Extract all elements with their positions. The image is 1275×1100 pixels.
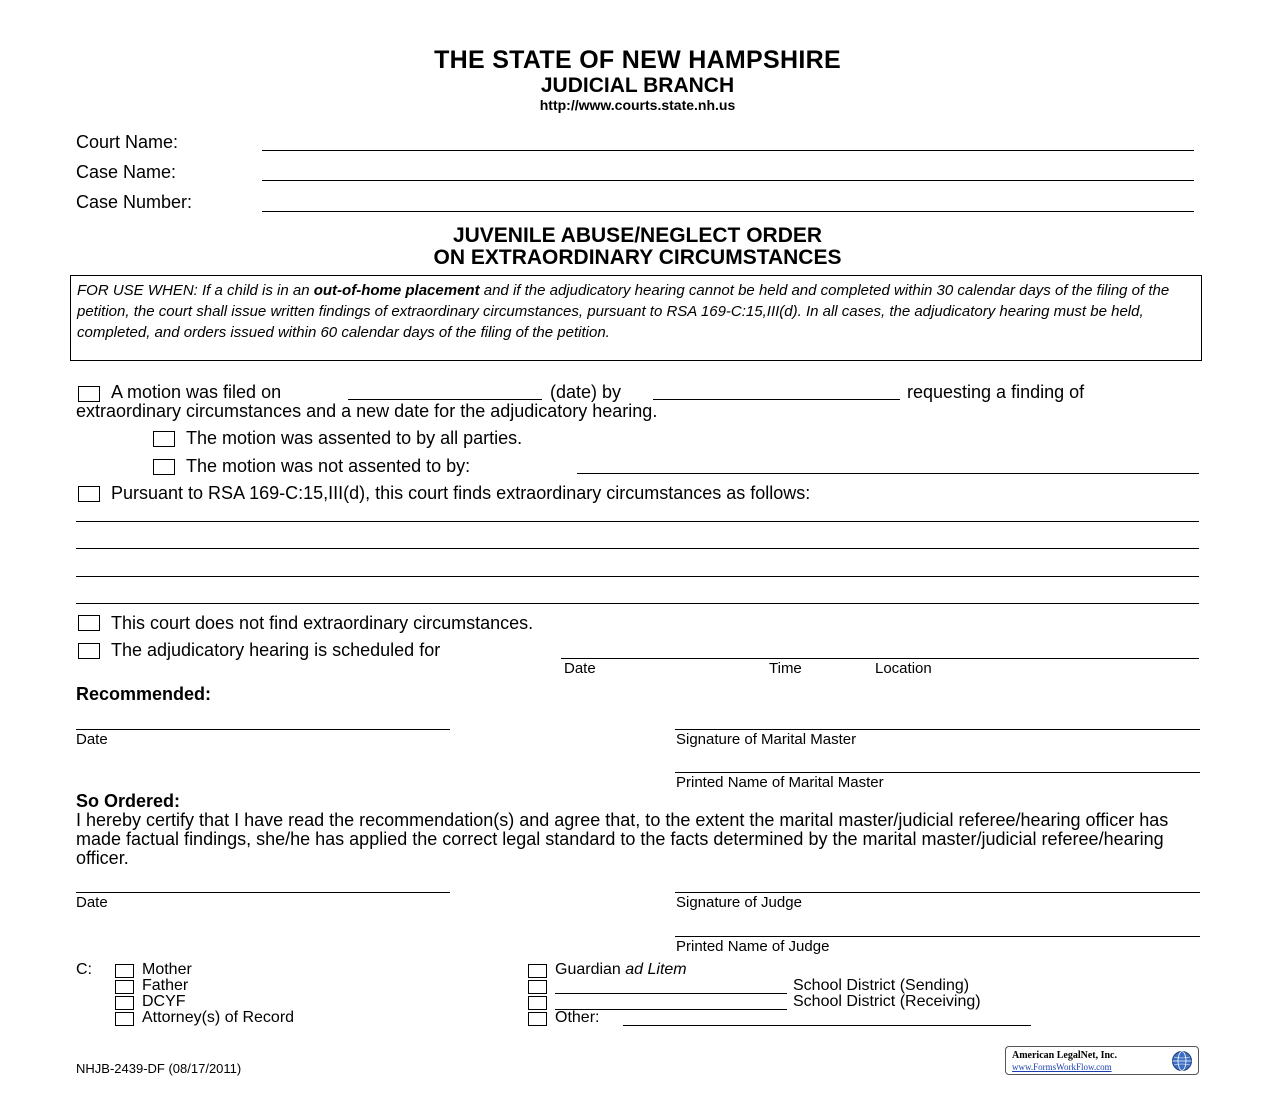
form-number: NHJB-2439-DF (08/17/2011) <box>76 1061 242 1076</box>
judge-printed-name-label: Printed Name of Judge <box>676 938 830 955</box>
copy-school-sending-checkbox[interactable] <box>528 980 547 994</box>
assented-text: The motion was assented to by all parties. <box>186 428 523 448</box>
motion-date-field[interactable] <box>348 399 542 400</box>
copy-attorney-label: Attorney(s) of Record <box>142 1009 295 1026</box>
guardian-prefix: Guardian <box>555 961 626 978</box>
judge-date-label: Date <box>76 894 108 911</box>
hearing-date-label: Date <box>564 660 596 677</box>
form-title-line1: JUVENILE ABUSE/NEGLECT ORDER <box>452 224 823 247</box>
findings-line-2[interactable] <box>76 548 1199 549</box>
school-sending-label: School District (Sending) <box>793 977 970 994</box>
state-title: THE STATE OF NEW HAMPSHIRE <box>434 46 841 74</box>
motion-filed-checkbox[interactable] <box>78 386 100 402</box>
copy-dcyf-label: DCYF <box>142 993 186 1010</box>
court-url: http://www.courts.state.nh.us <box>539 97 736 113</box>
copy-guardian-label <box>555 961 687 979</box>
copy-father-checkbox[interactable] <box>115 980 134 994</box>
motion-filed-text-2: (date) by <box>550 382 622 402</box>
recommended-date-label: Date <box>76 731 108 748</box>
judge-date-field[interactable] <box>76 892 450 893</box>
hearing-location-label: Location <box>875 660 932 677</box>
use-when-rest: and if the adjudicatory hearing cannot be held and completed within 30 calendar days of the filing of the petition, the court shall issue written findings of extraordinary circumstances, pursuant to RSA 169-C:15,III(d). In all cases, the adjudicatory hearing must be held, completed, and orders issued within 60 calendar days of the filing of the petition. <box>77 282 1170 341</box>
copy-mother-checkbox[interactable] <box>115 964 134 978</box>
use-when-box <box>70 275 1202 361</box>
hearing-text: The adjudicatory hearing is scheduled for <box>111 640 441 660</box>
copy-mother-label: Mother <box>142 961 192 978</box>
logo-url[interactable]: www.FormsWorkFlow.com <box>1012 1062 1112 1072</box>
copy-guardian-checkbox[interactable] <box>528 964 547 978</box>
court-name-label: Court Name: <box>76 132 179 152</box>
branch-title: JUDICIAL BRANCH <box>540 74 735 97</box>
copy-other-label: Other: <box>555 1009 600 1026</box>
pursuant-text: Pursuant to RSA 169-C:15,III(d), this court finds extraordinary circumstances as follows: <box>111 483 811 503</box>
hearing-checkbox[interactable] <box>78 643 100 659</box>
master-printed-name-label: Printed Name of Marital Master <box>676 774 884 791</box>
copy-school-receiving-checkbox[interactable] <box>528 996 547 1010</box>
motion-filed-by-field[interactable] <box>653 399 900 400</box>
copy-attorney-checkbox[interactable] <box>115 1012 134 1026</box>
assented-checkbox[interactable] <box>153 431 175 447</box>
form-title-line2: ON EXTRAORDINARY CIRCUMSTANCES <box>433 246 842 269</box>
not-assented-text: The motion was not assented to by: <box>186 456 471 476</box>
copy-other-checkbox[interactable] <box>528 1012 547 1026</box>
master-signature-label: Signature of Marital Master <box>676 731 857 748</box>
pursuant-checkbox[interactable] <box>78 486 100 502</box>
hearing-time-label: Time <box>769 660 802 677</box>
case-number-field[interactable] <box>262 211 1194 212</box>
recommended-date-field[interactable] <box>76 729 450 730</box>
case-number-label: Case Number: <box>76 192 193 212</box>
logo-company-name: American LegalNet, Inc. <box>1012 1050 1117 1061</box>
copy-father-label: Father <box>142 977 189 994</box>
so-ordered-heading: So Ordered: <box>76 791 181 811</box>
not-find-text: This court does not find extraordinary circumstances. <box>111 613 534 633</box>
not-assented-by-field[interactable] <box>577 473 1199 474</box>
not-find-checkbox[interactable] <box>78 615 100 631</box>
master-printed-name-field[interactable] <box>675 772 1200 773</box>
findings-line-4[interactable] <box>76 603 1199 604</box>
master-signature-field[interactable] <box>675 729 1200 730</box>
copies-label: C: <box>76 961 92 978</box>
use-when-emphasis: out-of-home placement <box>313 282 480 299</box>
copy-other-field[interactable] <box>623 1025 1031 1026</box>
school-receiving-label: School District (Receiving) <box>793 993 981 1010</box>
case-name-field[interactable] <box>262 180 1194 181</box>
motion-filed-text-line2: extraordinary circumstances and a new date for the adjudicatory hearing. <box>76 401 658 421</box>
case-name-label: Case Name: <box>76 162 177 182</box>
school-sending-field[interactable] <box>555 993 787 994</box>
american-legalnet-logo[interactable] <box>1005 1046 1199 1075</box>
motion-filed-text-3: requesting a finding of <box>907 382 1085 402</box>
globe-icon <box>1171 1050 1193 1072</box>
hearing-schedule-field[interactable] <box>561 658 1199 659</box>
judge-signature-field[interactable] <box>675 892 1200 893</box>
motion-filed-text-1: A motion was filed on <box>111 382 282 402</box>
court-name-field[interactable] <box>262 150 1194 151</box>
recommended-heading: Recommended: <box>76 684 212 704</box>
use-when-lead: FOR USE WHEN: If a child is in an <box>77 282 314 299</box>
copy-dcyf-checkbox[interactable] <box>115 996 134 1010</box>
judge-printed-name-field[interactable] <box>675 936 1200 937</box>
findings-line-1[interactable] <box>76 521 1199 522</box>
so-ordered-text: I hereby certify that I have read the recommendation(s) and agree that, to the extent the marital master/judicial referee/hearing officer has made factual findings, she/he has applied the correct legal standard to the facts determined by the marital master/judicial referee/hearing officer. <box>76 810 1169 868</box>
guardian-italic: ad Litem <box>625 961 687 978</box>
not-assented-checkbox[interactable] <box>153 459 175 475</box>
findings-line-3[interactable] <box>76 576 1199 577</box>
judge-signature-label: Signature of Judge <box>676 894 802 911</box>
